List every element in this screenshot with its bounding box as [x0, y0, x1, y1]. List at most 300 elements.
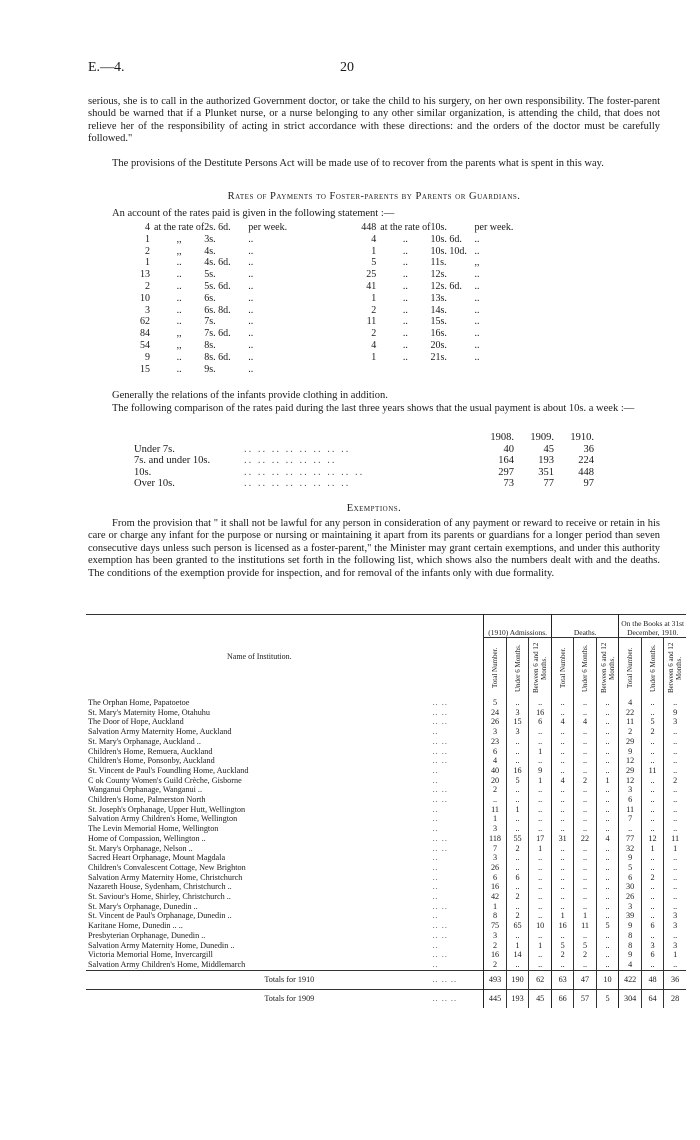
- table-cell-value: 9: [529, 766, 552, 776]
- table-cell-value: 5: [596, 989, 619, 1008]
- table-cell-value: ..: [574, 853, 596, 863]
- table-cell-value: 12: [641, 834, 663, 844]
- table-cell-value: 3: [641, 941, 663, 951]
- table-cell-value: ..: [596, 911, 619, 921]
- rate-left-per: ..: [248, 316, 254, 328]
- table-cell-value: 2: [664, 776, 686, 786]
- rate-right-mid: ..: [402, 257, 408, 269]
- table-cell-value: ..: [552, 844, 574, 854]
- table-cell-value: ..: [641, 756, 663, 766]
- table-cell-value: ..: [664, 747, 686, 757]
- institution-name: St. Mary's Maternity Home, Otahuhu: [88, 707, 210, 717]
- institution-row: [86, 824, 686, 834]
- table-cell-value: 4: [552, 717, 574, 727]
- table-cell-value: 4: [552, 776, 574, 786]
- institution-name: Salvation Army Maternity Home, Dunedin ..: [88, 940, 235, 950]
- table-cell-value: ..: [529, 824, 552, 834]
- table-cell-value: ..: [596, 873, 619, 883]
- table-cell-value: 4: [596, 834, 619, 844]
- table-cell-value: ..: [664, 785, 686, 795]
- rates-row: [118, 222, 545, 234]
- totals-row: [86, 970, 686, 989]
- table-cell-value: ..: [641, 795, 663, 805]
- table-cell-value: ..: [596, 747, 619, 757]
- table-cell-value: ..: [529, 698, 552, 708]
- column-header-under-6-months: [506, 638, 529, 699]
- institution-name: Victoria Memorial Home, Invercargill: [88, 950, 213, 960]
- institution-row: [86, 873, 686, 883]
- rates-row: [118, 364, 545, 376]
- table-cell-value: 304: [619, 989, 642, 1008]
- table-cell-value: ..: [596, 708, 619, 718]
- table-cell-value: ..: [552, 902, 574, 912]
- rates-row: [118, 269, 545, 281]
- table-cell-value: ..: [664, 766, 686, 776]
- table-cell-value: ..: [596, 785, 619, 795]
- table-cell-value: 16: [506, 766, 529, 776]
- year-1909: 1909.: [530, 432, 554, 443]
- rate-right-count: 5: [371, 257, 377, 269]
- intro-paragraph-2: The provisions of the Destitute Persons Act will be made use of to recover from the parents what is spent in this way.: [112, 158, 604, 169]
- institution-row: [86, 931, 686, 941]
- column-header-text: Total Number.: [558, 647, 567, 689]
- institution-row: [86, 698, 686, 708]
- table-cell-value: 9: [619, 921, 642, 931]
- table-cell-value: 1: [552, 911, 574, 921]
- institution-name: Nazareth House, Sydenham, Christchurch ..: [88, 882, 232, 892]
- leader-dots: .. ..: [432, 736, 448, 746]
- table-cell-value: ..: [574, 708, 596, 718]
- table-cell-value: 3: [619, 785, 642, 795]
- table-cell-value: 2: [484, 785, 507, 795]
- column-header-between-6-12-months: [529, 638, 552, 699]
- rate-right-per: ..: [474, 245, 480, 257]
- table-cell-value: 2: [506, 911, 529, 921]
- table-cell-value: 48: [641, 970, 663, 989]
- table-cell-value: 1: [664, 844, 686, 854]
- table-cell-value: ..: [506, 814, 529, 824]
- table-cell-value: ..: [664, 795, 686, 805]
- table-cell-value: 3: [664, 717, 686, 727]
- comparison-value: 193: [538, 455, 554, 466]
- comparison-value: 45: [543, 443, 554, 455]
- rate-left-per: ..: [248, 245, 254, 257]
- table-cell-value: 26: [484, 717, 507, 727]
- rate-left-per: ..: [248, 304, 254, 316]
- table-cell-value: 11: [641, 766, 663, 776]
- table-cell-value: ..: [529, 892, 552, 902]
- table-cell-value: ..: [552, 863, 574, 873]
- table-cell-value: 1: [641, 844, 663, 854]
- table-cell-value: ..: [574, 766, 596, 776]
- table-cell-value: ..: [506, 882, 529, 892]
- institution-row: [86, 785, 686, 795]
- table-cell-value: 22: [574, 834, 596, 844]
- rates-row: [118, 352, 545, 364]
- rate-left-per: ..: [248, 257, 254, 269]
- table-cell-value: 39: [619, 911, 642, 921]
- exemptions-paragraph: From the provision that " it shall not be lawful for any person in consideration of any payment or reward to receive or retain in his care or charge any infant for the purpose or nursing or maintaining it apart from its parents or guardians for a longer period than seven consecutive days unless such person is licensed as a foster-parent," the Minister may grant certain exemptions, and under this authority exemption has been granted to the institutions set forth in the following list, which shows also the numbers dealt with and the deaths. The conditions of the exemption provide for inspection, and for removal of the infants only with due formality.: [88, 518, 660, 579]
- deaths-group-header: Deaths.: [552, 615, 619, 638]
- rate-right-per: ..: [474, 233, 480, 245]
- table-cell-value: 11: [484, 805, 507, 815]
- rate-left-count: 1: [145, 233, 150, 245]
- rate-left-per: ..: [248, 351, 254, 363]
- exemptions-heading: Exemptions.: [346, 503, 402, 514]
- table-cell-value: ..: [506, 824, 529, 834]
- table-cell-value: ..: [529, 882, 552, 892]
- table-cell-value: ..: [506, 747, 529, 757]
- table-cell-value: ..: [596, 824, 619, 834]
- table-cell-value: 6: [619, 873, 642, 883]
- table-cell-value: ..: [641, 931, 663, 941]
- table-cell-value: 17: [529, 834, 552, 844]
- table-cell-value: 11: [664, 834, 686, 844]
- rate-left-rate: 7s.: [204, 316, 216, 328]
- on-books-group-header: On the Books at 31st December, 1910.: [619, 615, 686, 638]
- comparison-label: 10s.: [134, 466, 152, 478]
- table-cell-value: ..: [552, 805, 574, 815]
- table-cell-value: 5: [506, 776, 529, 786]
- table-cell-value: 445: [484, 989, 507, 1008]
- institution-name: Totals for 1910: [86, 970, 433, 989]
- table-cell-value: ..: [641, 708, 663, 718]
- rate-left-per: ..: [248, 280, 254, 292]
- rate-left-rate: 8s. 6d.: [204, 351, 231, 363]
- table-cell-value: 66: [552, 989, 574, 1008]
- leader-dots: .. ..: [432, 707, 448, 717]
- comparison-value: 73: [503, 478, 514, 489]
- table-cell-value: ..: [552, 824, 574, 834]
- institution-name: St. Mary's Orphanage, Dunedin ..: [88, 901, 198, 911]
- table-cell-value: 2: [641, 727, 663, 737]
- table-cell-value: ..: [664, 902, 686, 912]
- institution-name: Salvation Army Maternity Home, Christchurch: [88, 872, 243, 882]
- table-cell-value: 9: [619, 853, 642, 863]
- rate-right-rate: 14s.: [430, 304, 447, 316]
- comparison-row: [134, 478, 594, 490]
- rate-right-count: 2: [371, 328, 377, 340]
- table-cell-value: 24: [484, 708, 507, 718]
- rate-left-mid: ,,: [176, 245, 182, 257]
- table-cell-value: 77: [619, 834, 642, 844]
- table-cell-value: ..: [641, 863, 663, 873]
- table-cell-value: ..: [596, 882, 619, 892]
- institution-name: Children's Convalescent Cottage, New Brighton: [88, 862, 246, 872]
- table-cell-value: ..: [574, 931, 596, 941]
- table-cell-value: 31: [552, 834, 574, 844]
- rate-left-rate: 2s. 6d.: [204, 222, 231, 233]
- rates-lead: An account of the rates paid is given in the following statement :—: [112, 208, 395, 219]
- institution-row: [86, 805, 686, 815]
- table-cell-value: 6: [641, 950, 663, 960]
- rates-table: [118, 222, 545, 375]
- rates-after-2: The following comparison of the rates paid during the last three years shows that the usual payment is about 10s. a week :—: [112, 403, 635, 414]
- institution-row: [86, 941, 686, 951]
- rate-right-rate: 11s.: [430, 257, 447, 269]
- institution-name: Wanganui Orphanage, Wanganui ..: [88, 785, 203, 795]
- institution-row: [86, 717, 686, 727]
- institution-name: St. Joseph's Orphanage, Upper Hutt, Wellington: [88, 804, 246, 814]
- rate-left-count: 62: [140, 316, 150, 328]
- table-cell-value: ..: [484, 795, 507, 805]
- leader-dots: .. ..: [432, 717, 448, 727]
- rate-right-count: 4: [371, 233, 377, 245]
- institution-name: St. Saviour's Home, Shirley, Christchurch ..: [88, 892, 231, 902]
- rate-left-count: 1: [145, 257, 150, 269]
- table-cell-value: 5: [641, 717, 663, 727]
- rate-left-count: 2: [145, 245, 150, 257]
- column-header-under-6-months: [641, 638, 663, 699]
- table-cell-value: 65: [506, 921, 529, 931]
- leader-dots: ..: [432, 765, 439, 775]
- institution-row: [86, 853, 686, 863]
- table-cell-value: ..: [664, 882, 686, 892]
- table-cell-value: 1: [574, 911, 596, 921]
- table-cell-value: 9: [619, 747, 642, 757]
- table-cell-value: 2: [574, 776, 596, 786]
- table-cell-value: ..: [552, 756, 574, 766]
- institution-name: Salvation Army Children's Home, Middlemarch: [88, 959, 246, 969]
- table-cell-value: 2: [506, 844, 529, 854]
- table-cell-value: 6: [506, 873, 529, 883]
- rate-left-per: ..: [248, 363, 254, 375]
- table-cell-value: 1: [529, 776, 552, 786]
- table-cell-value: 6: [484, 747, 507, 757]
- table-cell-value: ..: [574, 698, 596, 708]
- table-cell-value: ..: [529, 863, 552, 873]
- table-cell-value: 2: [484, 941, 507, 951]
- table-cell-value: ..: [641, 737, 663, 747]
- rate-right-count: 2: [371, 304, 377, 316]
- rate-left-mid: at the rate of: [154, 222, 205, 233]
- table-cell-value: ..: [641, 776, 663, 786]
- table-cell-value: ..: [619, 824, 642, 834]
- table-cell-value: 28: [664, 989, 686, 1008]
- leader-dots: ..: [432, 804, 439, 814]
- rates-row: [118, 316, 545, 328]
- rate-right-mid: ..: [402, 304, 408, 316]
- table-cell-value: ..: [596, 737, 619, 747]
- table-cell-value: ..: [641, 698, 663, 708]
- comparison-value: 351: [538, 466, 554, 478]
- table-cell-value: 7: [619, 814, 642, 824]
- table-cell-value: ..: [552, 892, 574, 902]
- rate-left-count: 13: [140, 269, 150, 281]
- institution-name-header: Name of Institution.: [226, 652, 292, 661]
- rate-left-rate: 5s. 6d.: [204, 280, 231, 292]
- institution-name: St. Mary's Orphanage, Auckland ..: [88, 736, 201, 746]
- table-cell-value: ..: [641, 814, 663, 824]
- table-cell-value: ..: [596, 941, 619, 951]
- rate-left-rate: 7s. 6d.: [204, 328, 231, 340]
- table-cell-value: ..: [641, 785, 663, 795]
- table-cell-value: 3: [664, 921, 686, 931]
- institution-row: [86, 902, 686, 912]
- table-cell-value: 4: [484, 756, 507, 766]
- institution-row: [86, 834, 686, 844]
- rate-right-mid: ..: [402, 233, 408, 245]
- table-cell-value: 10: [596, 970, 619, 989]
- leader-dots: ..: [432, 814, 439, 824]
- leader-dots: ..: [432, 882, 439, 892]
- rate-right-count: 1: [371, 351, 377, 363]
- table-cell-value: ..: [641, 882, 663, 892]
- table-cell-value: 15: [506, 717, 529, 727]
- table-cell-value: ..: [596, 698, 619, 708]
- rate-left-mid: ,,: [176, 328, 182, 340]
- table-cell-value: ..: [574, 737, 596, 747]
- table-cell-value: ..: [552, 873, 574, 883]
- table-cell-value: ..: [664, 824, 686, 834]
- table-cell-value: ..: [574, 863, 596, 873]
- institution-row: [86, 776, 686, 786]
- column-header-text: Total Number.: [491, 647, 500, 689]
- leader-dots: .. ..: [432, 795, 448, 805]
- rate-right-mid: ..: [402, 316, 408, 328]
- table-cell-value: 5: [552, 941, 574, 951]
- table-cell-value: ..: [574, 814, 596, 824]
- rate-left-rate: 9s.: [204, 363, 216, 375]
- rate-right-per: per week.: [474, 222, 514, 233]
- table-cell-value: ..: [641, 824, 663, 834]
- rate-left-rate: 3s.: [204, 233, 216, 245]
- table-cell-value: 3: [484, 727, 507, 737]
- table-cell-value: 1: [529, 844, 552, 854]
- institution-row: [86, 708, 686, 718]
- rate-right-mid: ..: [402, 245, 408, 257]
- table-cell-value: 12: [619, 776, 642, 786]
- column-header-text: Under 6 Months.: [581, 644, 589, 692]
- table-cell-value: ..: [664, 805, 686, 815]
- table-cell-value: 40: [484, 766, 507, 776]
- table-cell-value: ..: [506, 795, 529, 805]
- rates-row: [118, 328, 545, 340]
- rates-row: [118, 281, 545, 293]
- table-cell-value: ..: [596, 931, 619, 941]
- rate-left-mid: ..: [176, 292, 182, 304]
- comparison-value: 448: [578, 466, 594, 478]
- table-cell-value: ..: [664, 931, 686, 941]
- column-header-text: Under 6 Months.: [648, 644, 657, 692]
- table-cell-value: 16: [484, 882, 507, 892]
- table-cell-value: 20: [484, 776, 507, 786]
- table-cell-value: 3: [619, 902, 642, 912]
- table-cell-value: ..: [506, 698, 529, 708]
- rate-left-per: ..: [248, 328, 254, 340]
- table-cell-value: 2: [619, 727, 642, 737]
- table-cell-value: ..: [529, 902, 552, 912]
- column-header-text: Total Number.: [626, 647, 635, 689]
- table-cell-value: ..: [641, 902, 663, 912]
- rate-right-per: ..: [474, 328, 480, 340]
- table-cell-value: ..: [596, 950, 619, 960]
- table-cell-value: ..: [664, 698, 686, 708]
- institution-row: [86, 795, 686, 805]
- table-cell-value: ..: [506, 785, 529, 795]
- institution-name: Children's Home, Remuera, Auckland: [88, 746, 213, 756]
- rate-left-mid: ,,: [176, 233, 182, 245]
- table-cell-value: ..: [574, 902, 596, 912]
- rate-left-rate: 8s.: [204, 339, 216, 351]
- rate-right-mid: ..: [402, 280, 408, 292]
- rate-right-count: 11: [366, 316, 377, 328]
- table-cell-value: 422: [619, 970, 642, 989]
- rate-left-rate: 5s.: [204, 269, 216, 281]
- rate-right-count: 1: [371, 292, 377, 304]
- institution-name: Salvation Army Maternity Home, Auckland: [88, 727, 232, 737]
- document-reference: E.—4.: [88, 60, 125, 75]
- table-cell-value: 57: [574, 989, 596, 1008]
- table-cell-value: ..: [664, 853, 686, 863]
- rate-right-rate: 13s.: [430, 292, 447, 304]
- table-cell-value: 6: [529, 717, 552, 727]
- comparison-row: [134, 455, 594, 467]
- institution-row: [86, 727, 686, 737]
- table-cell-value: 55: [506, 834, 529, 844]
- table-cell-value: ..: [641, 892, 663, 902]
- table-cell-value: ..: [596, 902, 619, 912]
- rates-row: [118, 340, 545, 352]
- rate-left-mid: ..: [176, 304, 182, 316]
- table-cell-value: ..: [596, 727, 619, 737]
- rate-left-per: ..: [248, 233, 254, 245]
- table-cell-value: ..: [552, 814, 574, 824]
- table-cell-value: 26: [619, 892, 642, 902]
- leader-dots: ..: [432, 824, 439, 834]
- table-cell-value: 1: [664, 950, 686, 960]
- table-cell-value: ..: [574, 960, 596, 970]
- table-cell-value: ..: [552, 931, 574, 941]
- table-cell-value: ..: [552, 960, 574, 970]
- table-cell-value: ..: [529, 737, 552, 747]
- column-header-text: Between 6 and 12 Months.: [667, 642, 684, 694]
- rate-left-rate: 4s. 6d.: [204, 257, 231, 269]
- table-cell-value: ..: [641, 747, 663, 757]
- comparison-value: 164: [498, 455, 514, 466]
- table-cell-value: ..: [529, 960, 552, 970]
- table-cell-value: 2: [641, 873, 663, 883]
- table-cell-value: ..: [596, 805, 619, 815]
- table-cell-value: 9: [619, 950, 642, 960]
- table-cell-value: 5: [574, 941, 596, 951]
- table-cell-value: ..: [596, 892, 619, 902]
- leader-dots: .. ..: [432, 930, 448, 940]
- table-cell-value: 16: [484, 950, 507, 960]
- table-cell-value: ..: [596, 853, 619, 863]
- table-cell-value: ..: [506, 853, 529, 863]
- table-cell-value: ..: [529, 727, 552, 737]
- column-header-between-6-12-months: [596, 638, 619, 699]
- rate-right-per: ..: [474, 304, 480, 316]
- rates-row: [118, 246, 545, 258]
- leader-dots: .. ..: [432, 746, 448, 756]
- institution-name: Sacred Heart Orphanage, Mount Magdala: [88, 853, 226, 863]
- rate-left-mid: ..: [176, 316, 182, 328]
- table-cell-value: 3: [506, 727, 529, 737]
- table-cell-value: 10: [529, 921, 552, 931]
- table-cell-value: 118: [484, 834, 507, 844]
- table-cell-value: ..: [506, 902, 529, 912]
- institution-name: The Door of Hope, Auckland: [88, 717, 184, 727]
- rate-right-rate: 21s.: [430, 351, 447, 363]
- table-cell-value: 8: [619, 941, 642, 951]
- table-cell-value: 36: [664, 970, 686, 989]
- rate-right-rate: 12s.: [430, 269, 447, 281]
- leader-dots: .. ..: [432, 901, 448, 911]
- rate-right-rate: 15s.: [430, 316, 447, 328]
- rate-left-per: ..: [248, 269, 254, 281]
